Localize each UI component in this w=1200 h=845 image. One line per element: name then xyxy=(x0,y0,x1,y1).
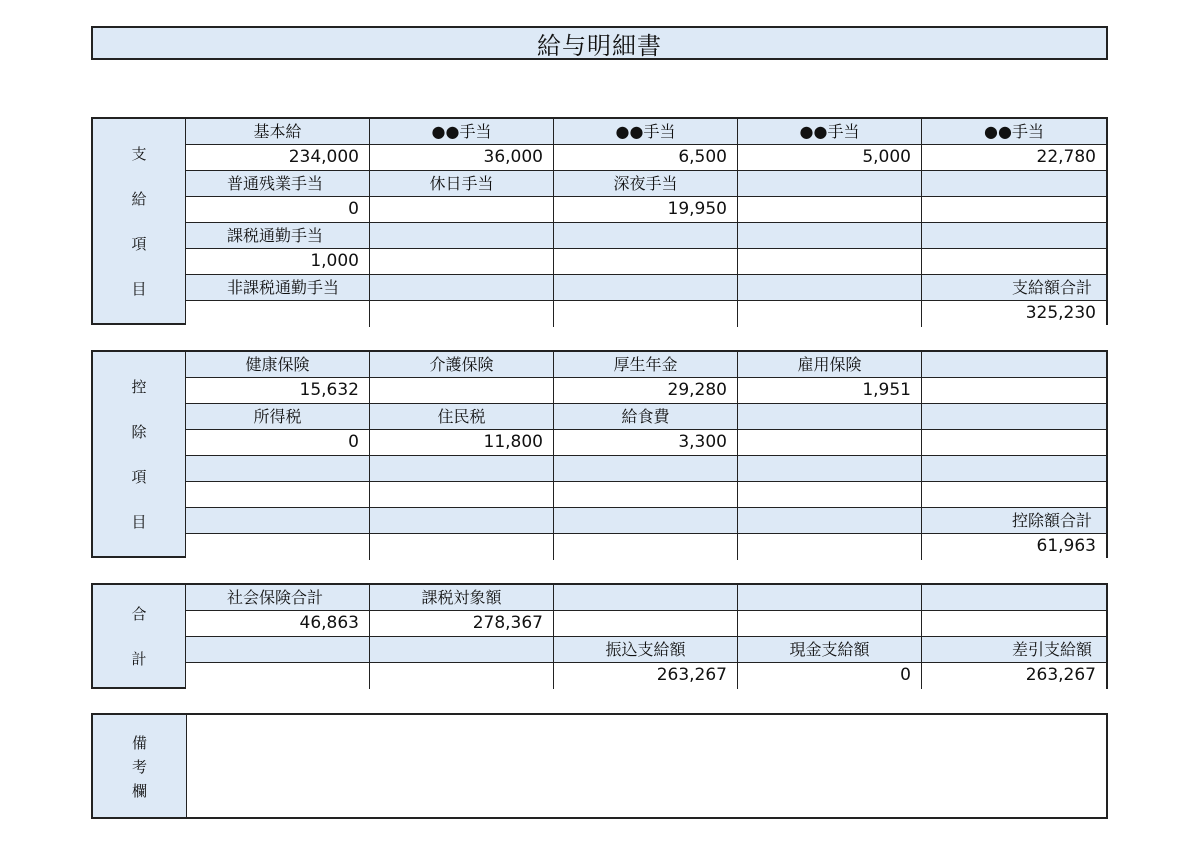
field-label xyxy=(738,456,922,482)
field-label xyxy=(186,456,370,482)
field-value xyxy=(738,301,922,327)
side-char: 項 xyxy=(131,235,147,253)
field-value xyxy=(738,249,922,275)
field-value xyxy=(738,197,922,223)
field-value xyxy=(370,197,554,223)
payment-grid xyxy=(186,119,1106,323)
side-char: 目 xyxy=(131,513,147,531)
totals-grid xyxy=(186,585,1106,687)
field-value xyxy=(370,249,554,275)
field-label xyxy=(738,275,922,301)
field-label: 課税対象額 xyxy=(370,585,554,611)
deduction-side-label xyxy=(93,352,186,556)
field-label: 社会保険合計 xyxy=(186,585,370,611)
totals-side-label xyxy=(93,585,186,687)
field-label xyxy=(186,508,370,534)
field-label xyxy=(922,456,1106,482)
field-label xyxy=(186,637,370,663)
field-value: 15,632 xyxy=(186,378,370,404)
field-value xyxy=(554,482,738,508)
field-label xyxy=(554,456,738,482)
field-label: 雇用保険 xyxy=(738,352,922,378)
field-value: 36,000 xyxy=(370,145,554,171)
field-label: 健康保険 xyxy=(186,352,370,378)
field-value xyxy=(922,482,1106,508)
payment-side-label xyxy=(93,119,186,323)
side-char: 考 xyxy=(131,757,147,776)
field-label: 介護保険 xyxy=(370,352,554,378)
field-value: 6,500 xyxy=(554,145,738,171)
field-value: 263,267 xyxy=(922,663,1106,689)
field-value xyxy=(370,534,554,560)
deduction-grid xyxy=(186,352,1106,556)
field-label: 普通残業手当 xyxy=(186,171,370,197)
totals-section xyxy=(91,583,1108,689)
field-label: 振込支給額 xyxy=(554,637,738,663)
field-value xyxy=(738,534,922,560)
field-label xyxy=(922,585,1106,611)
field-value: 29,280 xyxy=(554,378,738,404)
field-value: 0 xyxy=(186,430,370,456)
field-label: ●●手当 xyxy=(554,119,738,145)
field-label xyxy=(922,223,1106,249)
side-char: 合 xyxy=(131,605,147,623)
field-value xyxy=(186,482,370,508)
field-value xyxy=(738,482,922,508)
document-title: 給与明細書 xyxy=(91,26,1108,60)
field-label xyxy=(922,171,1106,197)
field-value: 5,000 xyxy=(738,145,922,171)
field-label: 基本給 xyxy=(186,119,370,145)
field-value xyxy=(554,249,738,275)
side-char: 給 xyxy=(131,190,147,208)
field-label: 深夜手当 xyxy=(554,171,738,197)
field-value xyxy=(922,430,1106,456)
field-value xyxy=(738,611,922,637)
field-value xyxy=(370,663,554,689)
field-value xyxy=(554,534,738,560)
field-value xyxy=(922,378,1106,404)
field-value: 263,267 xyxy=(554,663,738,689)
field-value xyxy=(922,611,1106,637)
field-label xyxy=(370,223,554,249)
notes-area[interactable] xyxy=(187,715,1106,817)
field-value: 11,800 xyxy=(370,430,554,456)
field-label xyxy=(554,275,738,301)
field-value: 61,963 xyxy=(922,534,1106,560)
side-char: 除 xyxy=(131,423,147,441)
side-char: 計 xyxy=(131,650,147,668)
field-value: 3,300 xyxy=(554,430,738,456)
side-char: 目 xyxy=(131,280,147,298)
field-value xyxy=(370,378,554,404)
field-label: ●●手当 xyxy=(370,119,554,145)
field-value: 46,863 xyxy=(186,611,370,637)
field-label: 非課税通勤手当 xyxy=(186,275,370,301)
field-label xyxy=(370,637,554,663)
field-value: 1,951 xyxy=(738,378,922,404)
field-label xyxy=(738,404,922,430)
field-label xyxy=(738,585,922,611)
notes-side-label xyxy=(93,715,187,817)
field-label xyxy=(738,223,922,249)
side-char: 備 xyxy=(131,733,147,752)
field-label xyxy=(370,456,554,482)
field-label: 休日手当 xyxy=(370,171,554,197)
field-label: 支給額合計 xyxy=(922,275,1106,301)
side-char: 控 xyxy=(131,378,147,396)
field-value xyxy=(738,430,922,456)
field-value: 234,000 xyxy=(186,145,370,171)
field-value: 278,367 xyxy=(370,611,554,637)
field-value: 1,000 xyxy=(186,249,370,275)
field-label: 給食費 xyxy=(554,404,738,430)
field-label: ●●手当 xyxy=(922,119,1106,145)
field-label: 控除額合計 xyxy=(922,508,1106,534)
field-label: ●●手当 xyxy=(738,119,922,145)
field-label xyxy=(738,508,922,534)
field-label xyxy=(370,508,554,534)
field-value xyxy=(186,663,370,689)
field-label: 現金支給額 xyxy=(738,637,922,663)
deduction-section xyxy=(91,350,1108,558)
side-char: 支 xyxy=(131,145,147,163)
field-label xyxy=(738,171,922,197)
field-value xyxy=(554,611,738,637)
field-value: 0 xyxy=(738,663,922,689)
field-value: 19,950 xyxy=(554,197,738,223)
field-value xyxy=(922,197,1106,223)
side-char: 項 xyxy=(131,468,147,486)
field-value: 0 xyxy=(186,197,370,223)
field-value: 325,230 xyxy=(922,301,1106,327)
field-label xyxy=(554,585,738,611)
field-value xyxy=(370,482,554,508)
field-value xyxy=(186,301,370,327)
field-value xyxy=(554,301,738,327)
payment-section xyxy=(91,117,1108,325)
field-label xyxy=(922,352,1106,378)
field-label xyxy=(922,404,1106,430)
field-value xyxy=(370,301,554,327)
field-label: 厚生年金 xyxy=(554,352,738,378)
field-value xyxy=(186,534,370,560)
field-label xyxy=(554,508,738,534)
field-label: 住民税 xyxy=(370,404,554,430)
field-label: 所得税 xyxy=(186,404,370,430)
field-label xyxy=(554,223,738,249)
field-value xyxy=(922,249,1106,275)
notes-section xyxy=(91,713,1108,819)
field-label xyxy=(370,275,554,301)
field-label: 課税通勤手当 xyxy=(186,223,370,249)
side-char: 欄 xyxy=(131,781,147,800)
field-label: 差引支給額 xyxy=(922,637,1106,663)
field-value: 22,780 xyxy=(922,145,1106,171)
